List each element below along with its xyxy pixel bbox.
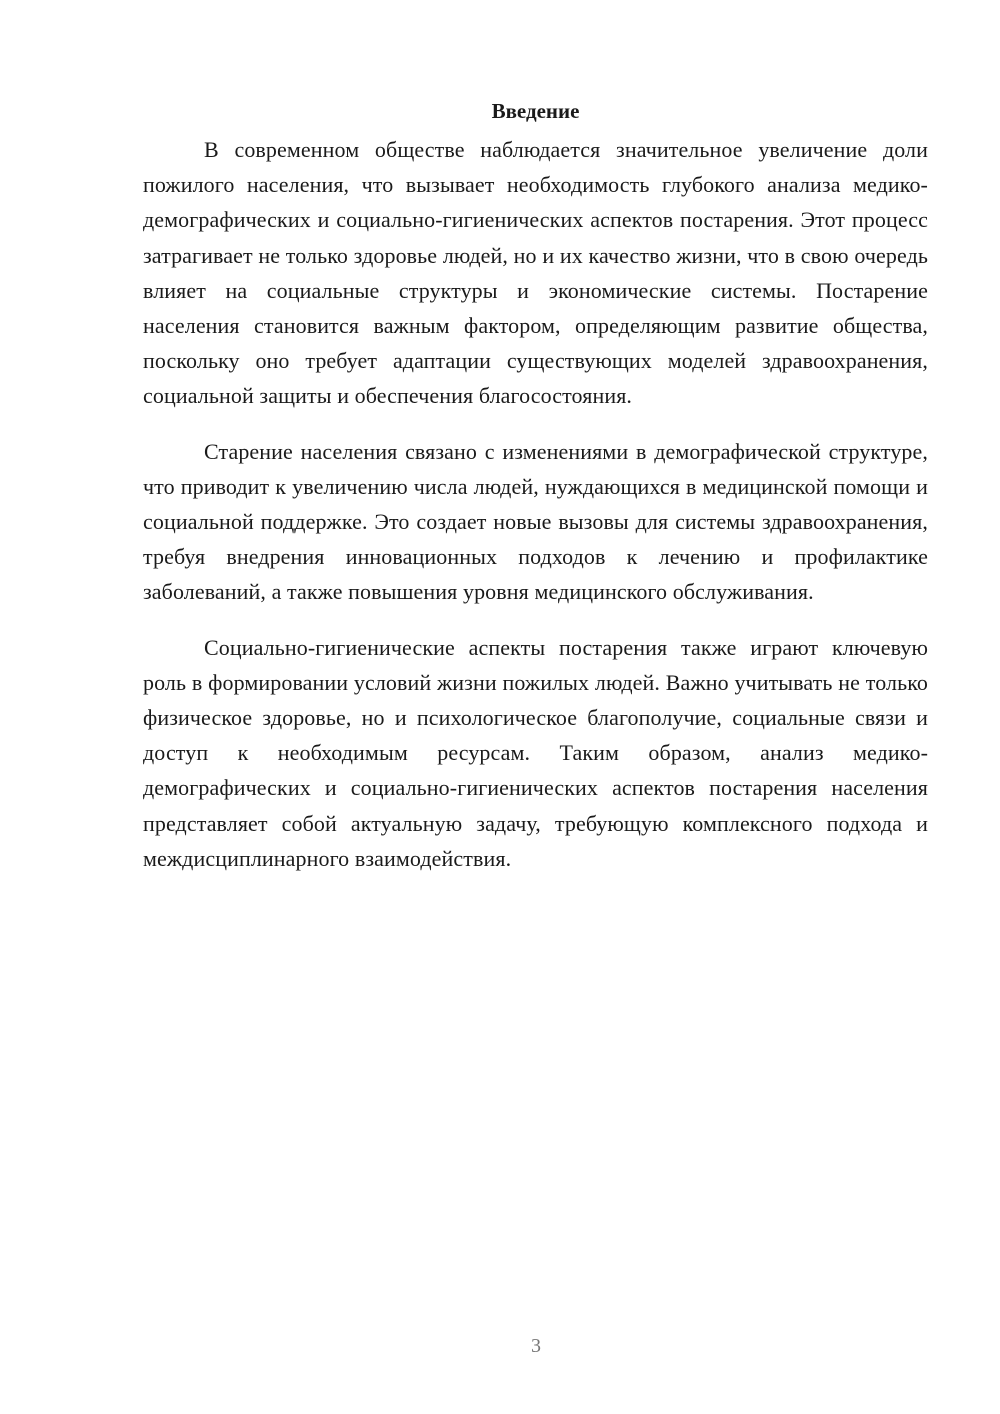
page-content bbox=[143, 94, 928, 896]
paragraph-3: Социально-гигиенические аспекты постарения также играют ключевую роль в формировании условий жизни пожилых людей. Важно учитывать не только физическое здоровье, но и психологическое благополучие, социальные связи и доступ к необходимым ресурсам. Таким образом, анализ медико-демографических и социально-гигиенических аспектов постарения населения представляет собой актуальную задачу, требующую комплексного подхода и междисциплинарного взаимодействия. bbox=[143, 634, 928, 871]
paragraph-2: Старение населения связано с изменениями в демографической структуре, что приводит к увеличению числа людей, нуждающихся в медицинской помощи и социальной поддержке. Это создает новые вызовы для системы здравоохранения, требуя внедрения инновационных подходов к лечению и профилактике заболеваний, а также повышения уровня медицинского обслуживания. bbox=[143, 438, 928, 605]
section-heading: Введение bbox=[491, 99, 580, 123]
page-number: 3 bbox=[531, 1335, 541, 1357]
paragraph-1: В современном обществе наблюдается значительное увеличение доли пожилого населения, что вызывает необходимость глубокого анализа медико-демографических и социально-гигиенических аспектов постарения. Этот процесс затрагивает не только здоровье людей, но и их качество жизни, что в свою очередь влияет на социальные структуры и экономические системы. Постарение населения становится важным фактором, определяющим развитие общества, поскольку оно требует адаптации существующих моделей здравоохранения, социальной защиты и обеспечения благосостояния. bbox=[143, 137, 928, 409]
